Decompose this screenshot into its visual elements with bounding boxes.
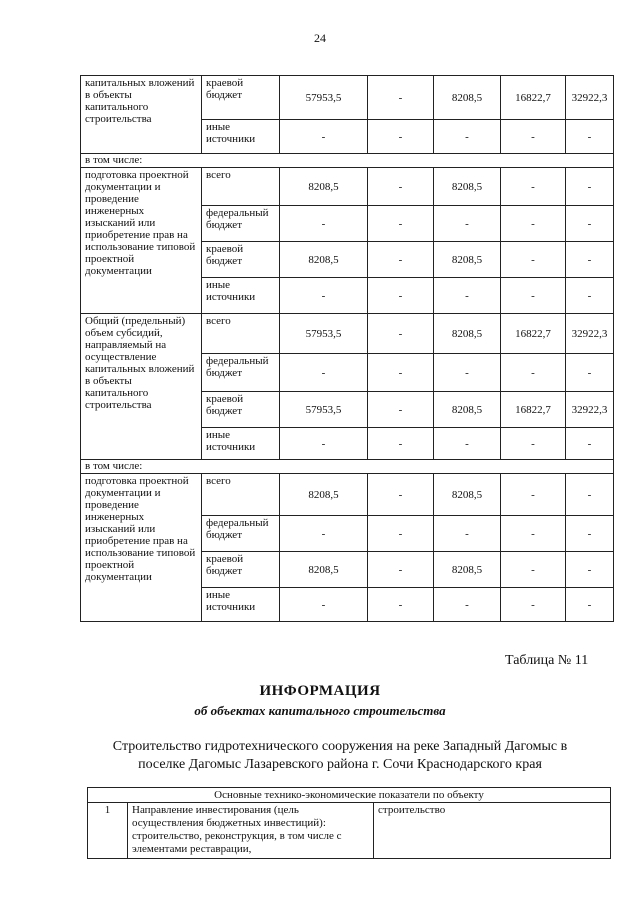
value-cell-v5: 32922,3: [566, 76, 614, 120]
funding-source-cell: федеральный бюджет: [202, 354, 280, 392]
funding-source-cell: федеральный бюджет: [202, 516, 280, 552]
row-label-cell: капитальных вложений в объекты капитального строительства: [81, 76, 202, 154]
value-cell-v1: -: [280, 206, 368, 242]
table-row: [81, 154, 614, 168]
value-cell-v5: -: [566, 474, 614, 516]
value-cell-v5: -: [566, 428, 614, 460]
value-cell-v4: -: [501, 588, 566, 622]
row-label-cell: Общий (предельный) объем субсидий, направляемый на осуществление капитальных вложений в объекты капитального строительства: [81, 314, 202, 460]
value-cell-v4: -: [501, 278, 566, 314]
value-cell-v3: -: [434, 428, 501, 460]
value-cell-v3: 8208,5: [434, 392, 501, 428]
funding-table: [80, 75, 614, 622]
table-row: [81, 314, 614, 354]
value-cell-v4: -: [501, 552, 566, 588]
value-cell-v1: -: [280, 588, 368, 622]
funding-source-cell: всего: [202, 474, 280, 516]
row-label-cell: подготовка проектной документации и проведение инженерных изысканий или приобретение прав на использование типовой проектной документации: [81, 168, 202, 314]
value-cell-v3: -: [434, 120, 501, 154]
value-cell-v1: -: [280, 120, 368, 154]
section-label-cell: в том числе:: [81, 154, 614, 168]
funding-source-cell: всего: [202, 314, 280, 354]
table-row: [81, 474, 614, 516]
funding-source-cell: краевой бюджет: [202, 552, 280, 588]
value-cell-v5: -: [566, 516, 614, 552]
value-cell-v1: 8208,5: [280, 242, 368, 278]
object-info-table: [87, 787, 611, 859]
value-cell-v2: -: [368, 314, 434, 354]
funding-source-cell: краевой бюджет: [202, 392, 280, 428]
funding-source-cell: краевой бюджет: [202, 76, 280, 120]
info-row-value: строительство: [374, 803, 611, 859]
value-cell-v3: -: [434, 354, 501, 392]
value-cell-v4: -: [501, 428, 566, 460]
value-cell-v1: 8208,5: [280, 168, 368, 206]
funding-source-cell: федеральный бюджет: [202, 206, 280, 242]
value-cell-v5: -: [566, 552, 614, 588]
value-cell-v2: -: [368, 588, 434, 622]
value-cell-v1: 8208,5: [280, 552, 368, 588]
value-cell-v4: 16822,7: [501, 76, 566, 120]
funding-source-cell: иные источники: [202, 120, 280, 154]
info-row-label: Направление инвестирования (цель осуществления бюджетных инвестиций): строительство, реконструкция, в том числе с элементами реставрации,: [128, 803, 374, 859]
value-cell-v2: -: [368, 516, 434, 552]
value-cell-v5: -: [566, 206, 614, 242]
value-cell-v4: -: [501, 474, 566, 516]
table-row: [81, 168, 614, 206]
value-cell-v3: 8208,5: [434, 168, 501, 206]
section-label-cell: в том числе:: [81, 460, 614, 474]
value-cell-v4: -: [501, 206, 566, 242]
value-cell-v4: -: [501, 516, 566, 552]
value-cell-v3: -: [434, 206, 501, 242]
table-number-label: Таблица № 11: [505, 653, 589, 668]
value-cell-v4: -: [501, 168, 566, 206]
value-cell-v2: -: [368, 206, 434, 242]
value-cell-v2: -: [368, 120, 434, 154]
value-cell-v1: 8208,5: [280, 474, 368, 516]
funding-source-cell: всего: [202, 168, 280, 206]
table-row: [81, 460, 614, 474]
value-cell-v3: 8208,5: [434, 474, 501, 516]
info-table-header: Основные технико-экономические показатели по объекту: [88, 788, 611, 803]
value-cell-v2: -: [368, 242, 434, 278]
value-cell-v1: -: [280, 354, 368, 392]
value-cell-v3: 8208,5: [434, 314, 501, 354]
value-cell-v1: 57953,5: [280, 314, 368, 354]
value-cell-v5: 32922,3: [566, 314, 614, 354]
value-cell-v3: 8208,5: [434, 552, 501, 588]
row-label-cell: подготовка проектной документации и проведение инженерных изысканий или приобретение прав на использование типовой проектной документации: [81, 474, 202, 622]
value-cell-v2: -: [368, 354, 434, 392]
value-cell-v3: 8208,5: [434, 76, 501, 120]
value-cell-v2: -: [368, 168, 434, 206]
value-cell-v4: 16822,7: [501, 314, 566, 354]
value-cell-v4: -: [501, 242, 566, 278]
funding-source-cell: иные источники: [202, 428, 280, 460]
value-cell-v2: -: [368, 392, 434, 428]
value-cell-v2: -: [368, 278, 434, 314]
value-cell-v4: -: [501, 354, 566, 392]
value-cell-v2: -: [368, 428, 434, 460]
value-cell-v1: 57953,5: [280, 76, 368, 120]
value-cell-v4: 16822,7: [501, 392, 566, 428]
value-cell-v1: 57953,5: [280, 392, 368, 428]
value-cell-v3: 8208,5: [434, 242, 501, 278]
value-cell-v4: -: [501, 120, 566, 154]
value-cell-v3: -: [434, 278, 501, 314]
value-cell-v5: -: [566, 168, 614, 206]
value-cell-v2: -: [368, 76, 434, 120]
section-title: ИНФОРМАЦИЯ: [259, 683, 381, 699]
value-cell-v1: -: [280, 516, 368, 552]
object-name: Строительство гидротехнического сооружения на реке Западный Дагомыс в поселке Дагомыс Лазаревского района г. Сочи Краснодарского края: [112, 739, 568, 772]
value-cell-v1: -: [280, 428, 368, 460]
value-cell-v3: -: [434, 516, 501, 552]
value-cell-v5: -: [566, 242, 614, 278]
value-cell-v5: -: [566, 588, 614, 622]
value-cell-v5: 32922,3: [566, 392, 614, 428]
section-subtitle: об объектах капитального строительства: [194, 703, 446, 718]
value-cell-v2: -: [368, 474, 434, 516]
funding-source-cell: иные источники: [202, 278, 280, 314]
value-cell-v5: -: [566, 120, 614, 154]
funding-source-cell: краевой бюджет: [202, 242, 280, 278]
value-cell-v3: -: [434, 588, 501, 622]
value-cell-v5: -: [566, 354, 614, 392]
funding-source-cell: иные источники: [202, 588, 280, 622]
info-row-number: 1: [88, 803, 128, 859]
value-cell-v5: -: [566, 278, 614, 314]
table-row: [81, 76, 614, 120]
value-cell-v2: -: [368, 552, 434, 588]
value-cell-v1: -: [280, 278, 368, 314]
page-number: 24: [314, 31, 326, 45]
